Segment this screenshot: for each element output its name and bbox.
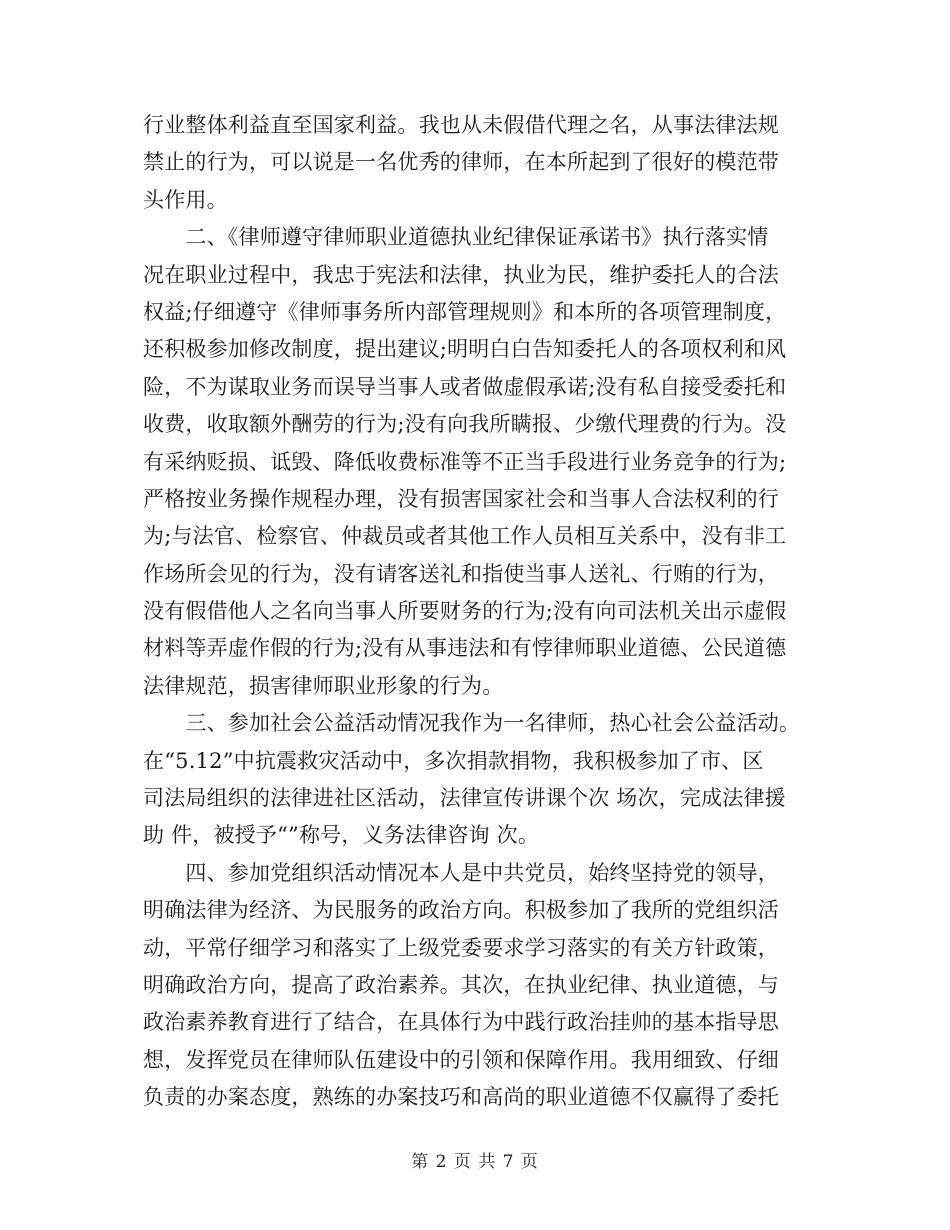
text-line: 四、参加党组织活动情况本人是中共党员，始终坚持党的领导， <box>143 860 779 885</box>
text-line: 禁止的行为，可以说是一名优秀的律师，在本所起到了很好的模范带 <box>143 150 779 175</box>
text-line: 头作用。 <box>143 187 228 212</box>
text-line: 政治素养教育进行了结合，在具体行为中践行政治挂帅的基本指导思 <box>143 1010 779 1035</box>
text-line: 为;与法官、检察官、仲裁员或者其他工作人员相互关系中，没有非工 <box>143 524 787 549</box>
text-line: 司法局组织的法律进社区活动，法律宣传讲课个次 场次，完成法律援 <box>143 786 786 811</box>
text-line: 法律规范，损害律师职业形象的行为。 <box>143 673 504 698</box>
text-line: 收费，收取额外酬劳的行为;没有向我所瞒报、少缴代理费的行为。没 <box>143 412 787 437</box>
text-line: 明确法律为经济、为民服务的政治方向。积极参加了我所的党组织活 <box>143 898 779 923</box>
text-line: 动，平常仔细学习和落实了上级党委要求学习落实的有关方针政策， <box>143 935 779 960</box>
text-line: 没有假借他人之名向当事人所要财务的行为;没有向司法机关出示虚假 <box>143 599 787 624</box>
text-line: 助 件，被授予“”称号，义务法律咨询 次。 <box>143 823 540 848</box>
text-line: 权益;仔细遵守《律师事务所内部管理规则》和本所的各项管理制度， <box>143 299 787 324</box>
page-number-footer: 第 2 页 共 7 页 <box>411 1152 539 1172</box>
text-line: 材料等弄虚作假的行为;没有从事违法和有悖律师职业道德、公民道德 <box>143 636 787 661</box>
text-line: 明确政治方向，提高了政治素养。其次，在执业纪律、执业道德，与 <box>143 972 779 997</box>
text-line: 严格按业务操作规程办理，没有损害国家社会和当事人合法权利的行 <box>143 486 779 511</box>
text-line: 作场所会见的行为，没有请客送礼和指使当事人送礼、行贿的行为， <box>143 561 779 586</box>
text-line: 况在职业过程中，我忠于宪法和法律，执业为民，维护委托人的合法 <box>143 262 779 287</box>
text-line: 负责的办案态度，熟练的办案技巧和高尚的职业道德不仅赢得了委托 <box>143 1085 779 1110</box>
text-line: 还积极参加修改制度，提出建议;明明白白告知委托人的各项权利和风 <box>143 337 787 362</box>
text-line: 行业整体利益直至国家利益。我也从未假借代理之名，从事法律法规 <box>143 113 779 137</box>
text-line: 二、《律师遵守律师职业道德执业纪律保证承诺书》执行落实情 <box>143 225 769 250</box>
document-body <box>143 107 808 1117</box>
text-line: 想，发挥党员在律师队伍建设中的引领和保障作用。我用细致、仔细 <box>143 1047 779 1072</box>
text-line: 险，不为谋取业务而误导当事人或者做虚假承诺;没有私自接受委托和 <box>143 374 787 399</box>
text-line: 有采纳贬损、诋毁、降低收费标准等不正当手段进行业务竞争的行为; <box>143 449 787 474</box>
text-line: 三、参加社会公益活动情况我作为一名律师，热心社会公益活动。 <box>143 711 801 736</box>
text-line: 在“5.12”中抗震救灾活动中，多次捐款捐物，我积极参加了市、区 <box>143 748 764 773</box>
